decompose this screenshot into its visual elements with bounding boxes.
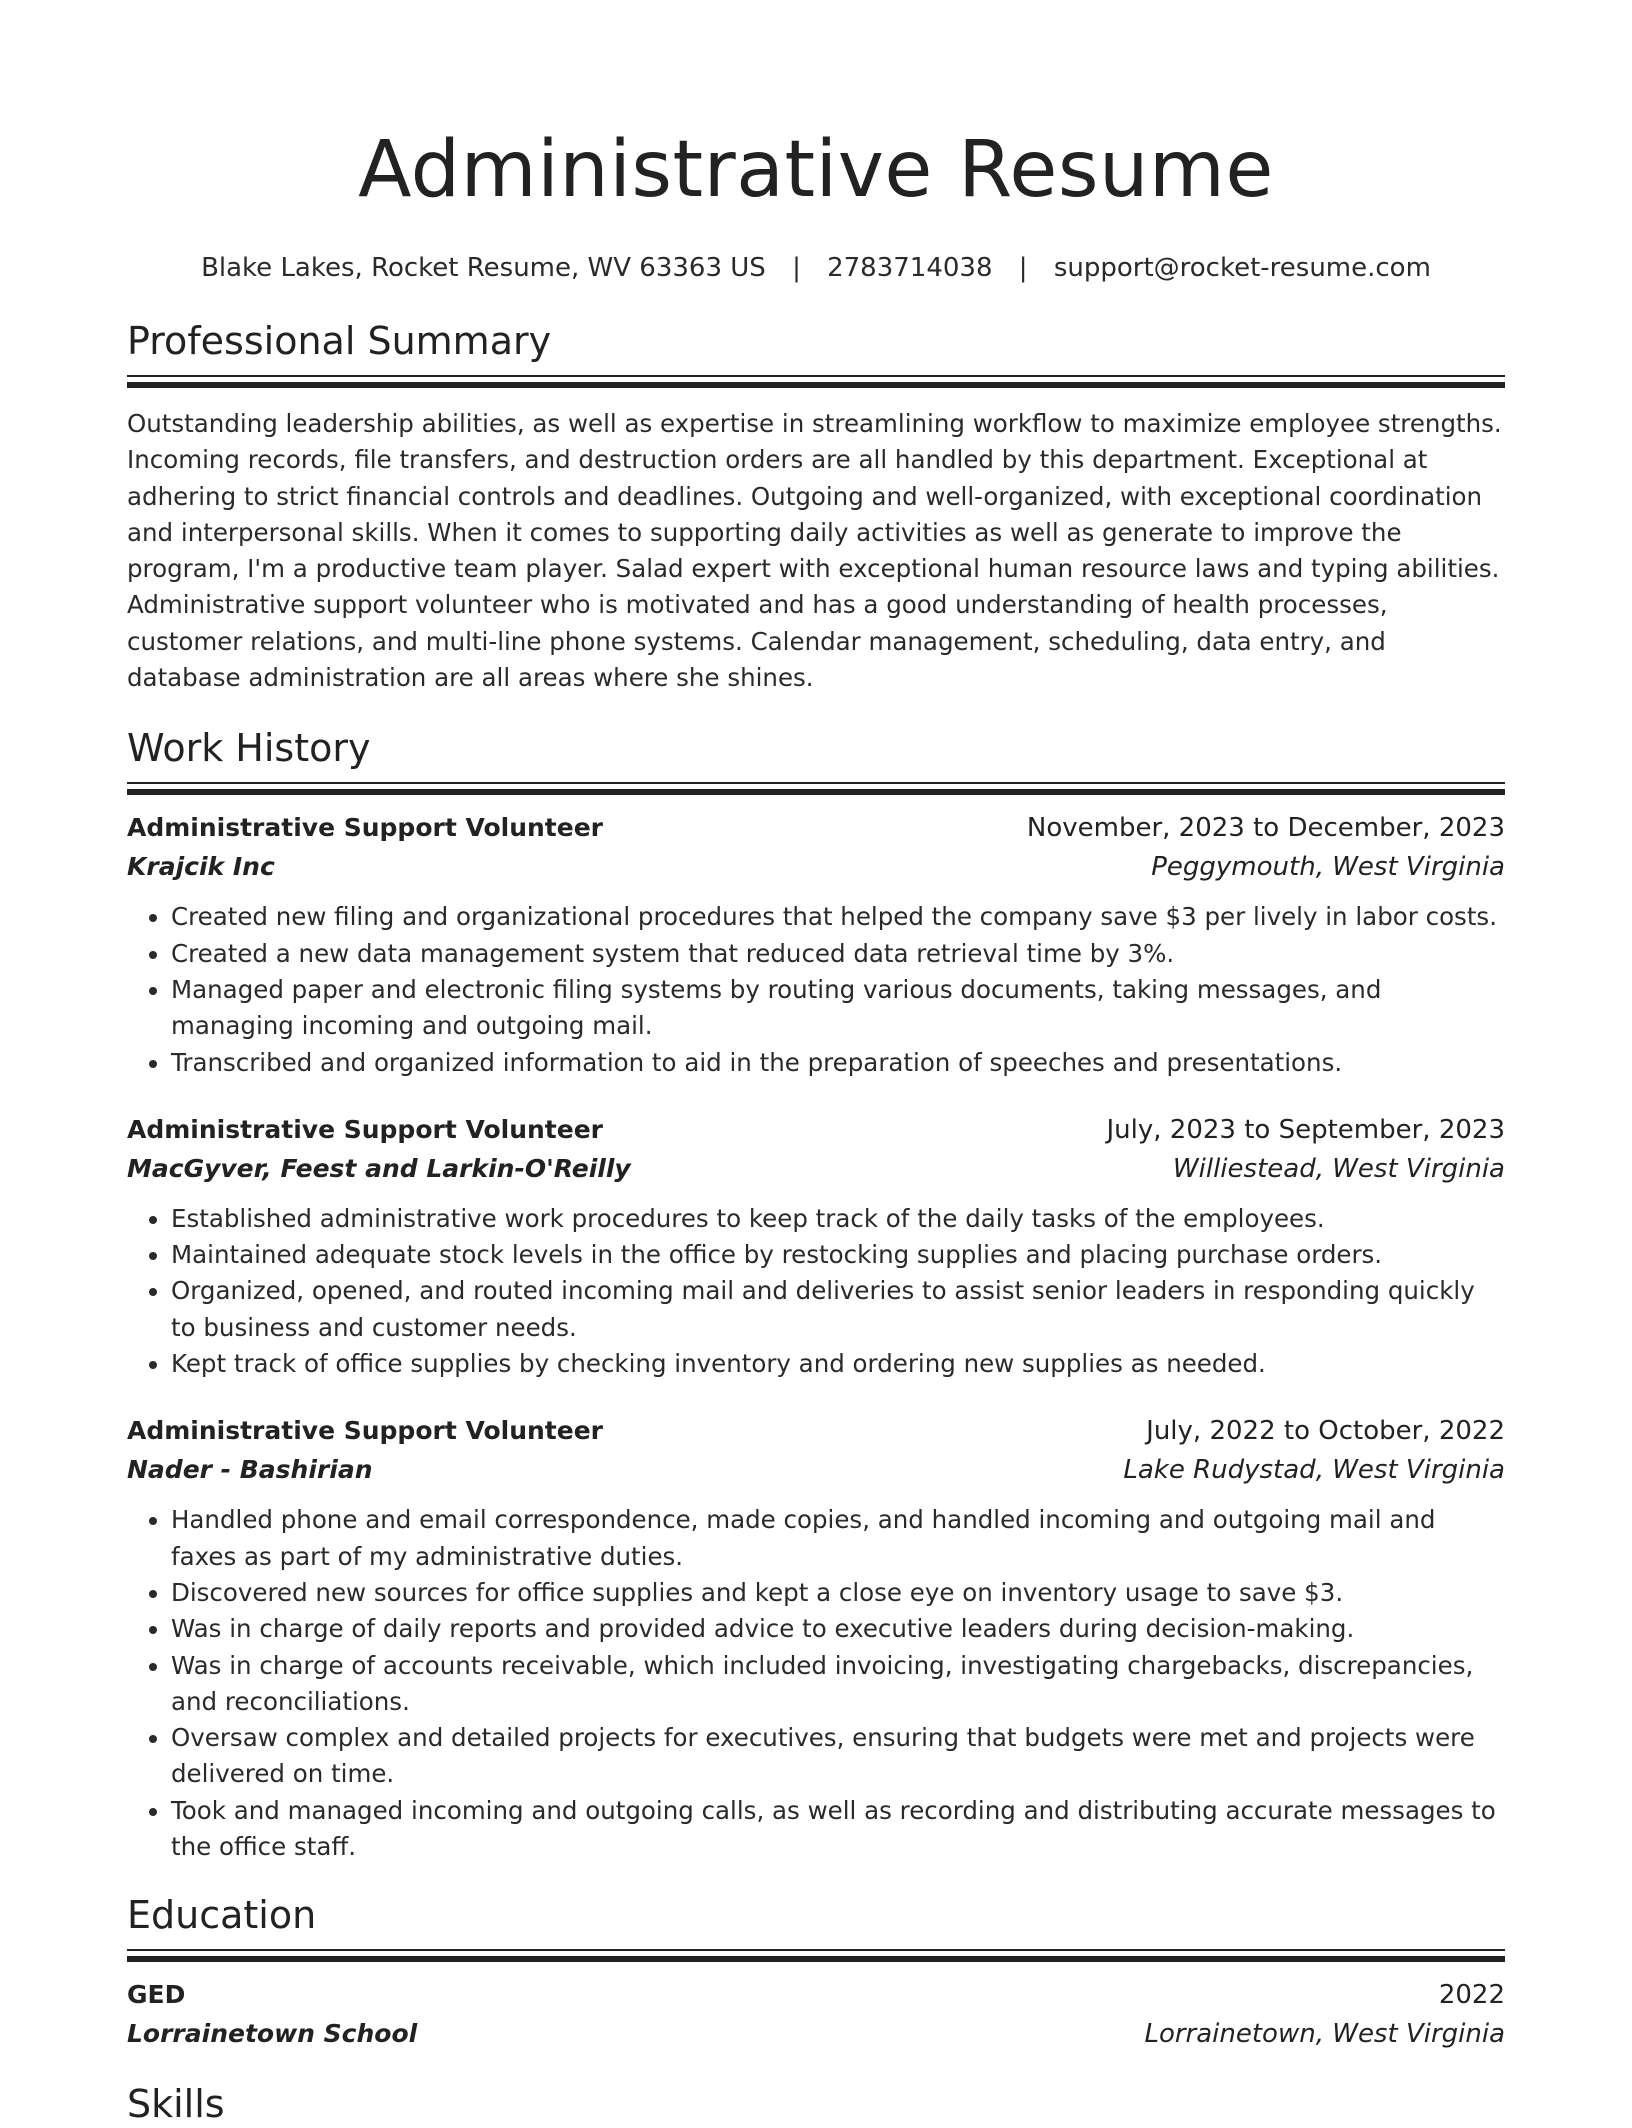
job-location: Williestead, West Virginia [1172,1153,1505,1184]
education-location: Lorrainetown, West Virginia [1144,2019,1505,2050]
list-item: • Oversaw complex and detailed projects for executives, ensuring that budgets were met and projects were delivered on time. [171,1720,1505,1793]
section-divider [127,789,1505,795]
summary-text: Outstanding leadership abilities, as well as expertise in streamlining workflow to maximize employee strengths. Incoming records, file transfers, and destruction orders are all handled by this department. Exceptional at adhering to strict financial controls and deadlines. Outgoing and well-organized, with exceptional coordination and interpersonal skills. When it comes to supporting daily activities as well as generate to improve the program, I'm a productive team player. Salad expert with exceptional human resource laws and typing abilities. Administrative support volunteer who is motivated and has a good understanding of health processes, customer relations, and multi-line phone systems. Calendar management, scheduling, data entry, and database administration are all areas where she shines. [127,409,1502,693]
job-header [127,1412,1505,1450]
contact-address: Blake Lakes, Rocket Resume, WV 63363 US [201,253,766,283]
section-divider [127,1956,1505,1962]
skills-section [127,2080,1505,2128]
job-location: Peggymouth, West Virginia [1151,852,1505,883]
summary-section [127,317,1505,696]
job-company: Nader - Bashirian [127,1455,373,1485]
list-item: • Handled phone and email correspondence, made copies, and handled incoming and outgoing mail and faxes as part of my administrative duties. [171,1502,1505,1575]
job-location: Lake Rudystad, West Virginia [1123,1455,1505,1486]
section-divider [127,382,1505,388]
job-bullets [127,1502,1505,1865]
education-school: Lorrainetown School [127,2019,418,2049]
contact-separator: | [792,253,801,283]
section-divider [127,782,1505,784]
list-item: • Managed paper and electronic filing systems by routing various documents, taking messages, and managing incoming and outgoing mail. [171,972,1505,1045]
job-title: Administrative Support Volunteer [127,813,604,843]
section-divider [127,375,1505,377]
section-divider [127,1949,1505,1951]
work-history-heading: Work History [127,726,371,771]
contact-phone: 2783714038 [827,253,993,283]
education-year: 2022 [1438,1980,1505,2011]
list-item: • Transcribed and organized information to aid in the preparation of speeches and presentations. [171,1045,1505,1081]
job-header [127,809,1505,847]
job-entry [127,1412,1505,1865]
job-dates: July, 2023 to September, 2023 [1106,1114,1505,1145]
job-title: Administrative Support Volunteer [127,1416,604,1446]
job-subheader [127,1149,1505,1189]
job-dates: November, 2023 to December, 2023 [1026,813,1505,844]
list-item: • Maintained adequate stock levels in the office by restocking supplies and placing purchase orders. [171,1237,1505,1273]
education-section [127,1891,1505,2054]
list-item: • Was in charge of daily reports and provided advice to executive leaders during decision-making. [171,1611,1505,1647]
contact-email: support@rocket-resume.com [1053,253,1431,283]
education-heading: Education [127,1893,317,1938]
education-header [127,1976,1505,2014]
job-dates: July, 2022 to October, 2022 [1146,1416,1505,1447]
list-item: • Was in charge of accounts receivable, which included invoicing, investigating chargebacks, discrepancies, and reconciliations. [171,1648,1505,1721]
education-entry [127,1976,1505,2054]
list-item: • Created a new data management system that reduced data retrieval time by 3%. [171,936,1505,972]
job-subheader [127,847,1505,887]
job-subheader [127,1450,1505,1490]
list-item: • Established administrative work procedures to keep track of the daily tasks of the employees. [171,1201,1505,1237]
resume-title: Administrative Resume [358,125,1274,215]
list-item: • Discovered new sources for office supplies and kept a close eye on inventory usage to save $3. [171,1575,1505,1611]
education-subheader [127,2014,1505,2054]
job-bullets [127,1201,1505,1382]
job-header [127,1111,1505,1149]
list-item: • Kept track of office supplies by checking inventory and ordering new supplies as needed. [171,1346,1505,1382]
list-item: • Organized, opened, and routed incoming mail and deliveries to assist senior leaders in responding quickly to business and customer needs. [171,1273,1505,1346]
work-history-section [127,724,1505,1865]
contact-line [127,252,1505,284]
education-degree: GED [127,1980,186,2010]
contact-separator: | [1018,253,1028,283]
summary-heading: Professional Summary [127,319,552,363]
list-item: • Created new filing and organizational procedures that helped the company save $3 per lively in labor costs. [171,899,1505,935]
job-bullets [127,899,1505,1080]
job-title: Administrative Support Volunteer [127,1114,604,1144]
job-entry [127,809,1505,1080]
job-company: MacGyver, Feest and Larkin-O'Reilly [127,1153,631,1183]
job-entry [127,1111,1505,1382]
list-item: • Took and managed incoming and outgoing calls, as well as recording and distributing accurate messages to the office staff. [171,1793,1505,1866]
job-company: Krajcik Inc [127,852,275,882]
skills-heading: Skills [127,2082,225,2127]
